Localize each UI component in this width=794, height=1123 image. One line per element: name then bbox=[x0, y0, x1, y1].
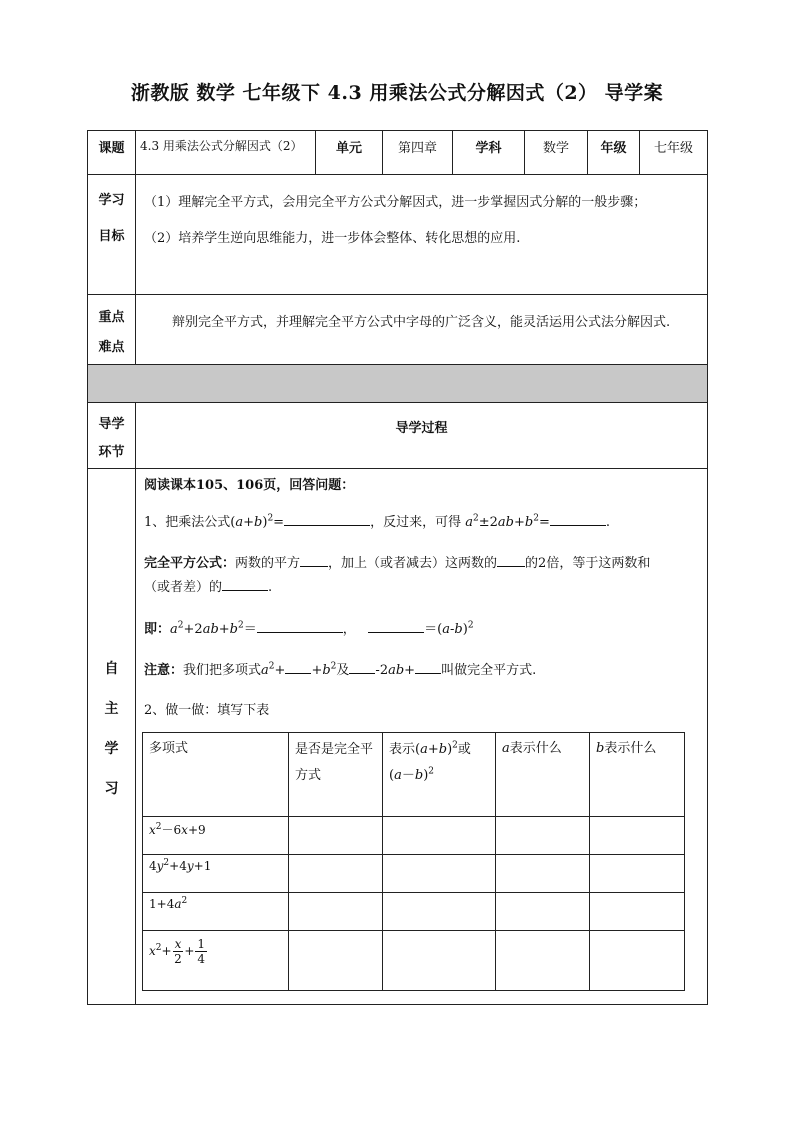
table-row-polynomial: $x^2+$ $\frac{x}{2}$ + $\frac{1}{4}$ bbox=[143, 931, 289, 991]
table-cell[interactable] bbox=[590, 855, 685, 893]
table-cell[interactable] bbox=[383, 893, 496, 931]
col-header-is-square: 是否是完全平方式 bbox=[289, 733, 383, 817]
table-cell[interactable] bbox=[496, 893, 590, 931]
grade-value: 七年级 bbox=[640, 131, 708, 175]
answer-blank[interactable] bbox=[284, 511, 370, 526]
answer-blank[interactable] bbox=[257, 618, 343, 633]
gray-divider bbox=[88, 365, 708, 403]
table-cell[interactable] bbox=[590, 817, 685, 855]
topic-value: 4.3 用乘法公式分解因式（2） bbox=[136, 131, 316, 175]
table-row-polynomial: $x^2-6x+9$ bbox=[143, 817, 289, 855]
col-header-polynomial: 多项式 bbox=[143, 733, 289, 817]
objective-2: （2）培养学生逆向思维能力，进一步体会整体、转化思想的应用. bbox=[144, 231, 521, 246]
col-header-a: a表示什么 bbox=[496, 733, 590, 817]
lesson-plan-table bbox=[87, 130, 708, 1005]
page-title: 浙教版 数学 七年级下 4.3 用乘法公式分解因式（2） 导学案 bbox=[130, 82, 664, 104]
table-cell[interactable] bbox=[383, 817, 496, 855]
table-cell[interactable] bbox=[383, 855, 496, 893]
answer-blank[interactable] bbox=[497, 552, 525, 567]
answer-blank[interactable] bbox=[349, 659, 375, 674]
answer-blank[interactable] bbox=[285, 659, 311, 674]
self-study-content bbox=[136, 469, 708, 1005]
subject-label: 学科 bbox=[453, 131, 525, 175]
table-cell[interactable] bbox=[289, 931, 383, 991]
answer-blank[interactable] bbox=[222, 576, 268, 591]
table-cell[interactable] bbox=[496, 855, 590, 893]
formula-definition: 完全平方公式：两数的平方 ，加上（或者减去）这两数的 的2倍，等于这两数和 （或者差）的 . bbox=[144, 552, 699, 600]
process-title: 导学过程 bbox=[136, 403, 708, 469]
table-cell[interactable] bbox=[590, 931, 685, 991]
question-1: 1、把乘法公式$(a+b)^2=$ ，反过来，可得 $a^2\pm 2ab+b^2=$ . bbox=[144, 511, 699, 534]
table-cell[interactable] bbox=[496, 817, 590, 855]
fraction-1-over-4: $\frac{1}{4}$ bbox=[197, 937, 206, 966]
key-points-label: 重点 难点 bbox=[88, 295, 136, 365]
subject-value: 数学 bbox=[525, 131, 588, 175]
note-line: 注意：我们把多项式$a^2+ +b^2$及 -2ab+ 叫做完全平方式. bbox=[144, 659, 699, 682]
key-points-text: 辩别完全平方式，并理解完全平方公式中字母的广泛含义，能灵活运用公式法分解因式. bbox=[136, 295, 708, 365]
table-cell[interactable] bbox=[289, 893, 383, 931]
answer-blank[interactable] bbox=[550, 511, 606, 526]
unit-label: 单元 bbox=[316, 131, 383, 175]
table-cell[interactable] bbox=[590, 893, 685, 931]
fraction-x-over-2: $\frac{x}{2}$ bbox=[174, 937, 182, 966]
table-cell[interactable] bbox=[496, 931, 590, 991]
table-cell[interactable] bbox=[289, 855, 383, 893]
table-row-polynomial: $1+4a^2$ bbox=[143, 893, 289, 931]
col-header-form: 表示$(a+b)^2$或 $(a-b)^2$ bbox=[383, 733, 496, 817]
answer-blank[interactable] bbox=[368, 618, 424, 633]
unit-value: 第四章 bbox=[383, 131, 453, 175]
process-label: 导学 环节 bbox=[88, 403, 136, 469]
table-cell[interactable] bbox=[289, 817, 383, 855]
question-2: 2、做一做：填写下表 bbox=[144, 703, 270, 718]
answer-blank[interactable] bbox=[300, 552, 328, 567]
topic-label: 课题 bbox=[88, 131, 136, 175]
objective-1: （1）理解完全平方式，会用完全平方公式分解因式，进一步掌握因式分解的一般步骤； bbox=[144, 195, 647, 210]
table-row-polynomial: $4y^2+4y+1$ bbox=[143, 855, 289, 893]
col-header-b: b表示什么 bbox=[590, 733, 685, 817]
grade-label: 年级 bbox=[588, 131, 640, 175]
fill-in-table bbox=[142, 732, 685, 991]
self-study-label: 自 主 学 习 bbox=[88, 469, 136, 1005]
answer-blank[interactable] bbox=[415, 659, 441, 674]
reading-intro: 阅读课本105、106页，回答问题： bbox=[144, 478, 355, 493]
objectives-label: 学习 目标 bbox=[88, 175, 136, 295]
objectives-content bbox=[136, 175, 708, 295]
table-cell[interactable] bbox=[383, 931, 496, 991]
ie-line: 即：$a^2+2ab+b^2=$ ， $=(a-b)^2$ bbox=[144, 618, 699, 641]
